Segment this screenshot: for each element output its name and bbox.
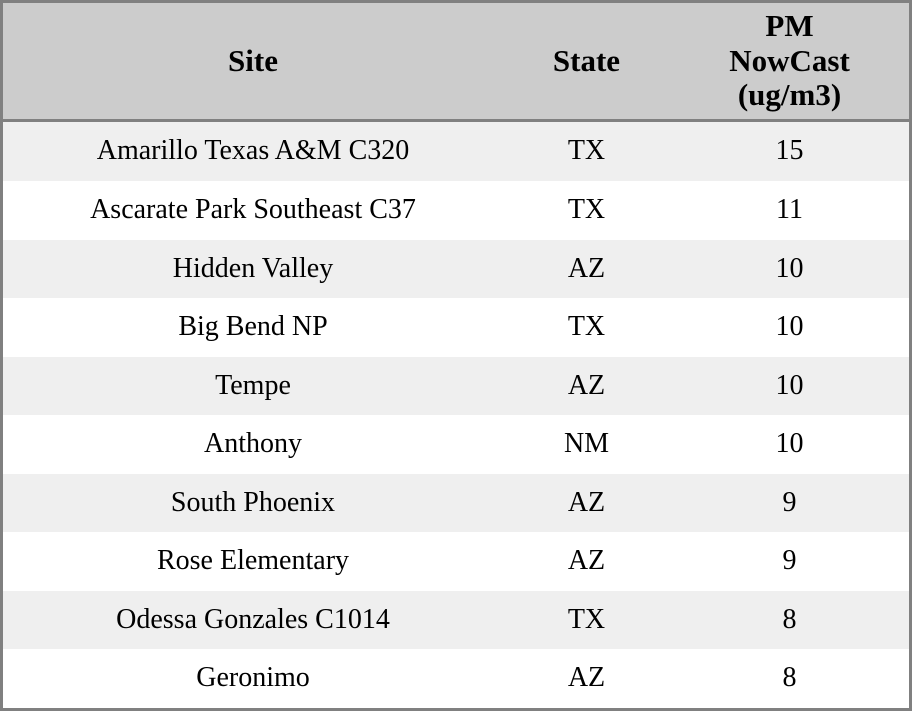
table-row — [3, 415, 909, 474]
cell-state: TX — [503, 181, 670, 240]
cell-pm-nowcast: 8 — [670, 649, 909, 708]
cell-site: Odessa Gonzales C1014 — [3, 591, 503, 650]
column-header-state-label: State — [552, 42, 621, 78]
table-row — [3, 298, 909, 357]
table-row — [3, 532, 909, 591]
table-row — [3, 591, 909, 650]
cell-site: South Phoenix — [3, 474, 503, 533]
column-header-pm-line-1: PM — [765, 8, 814, 43]
cell-site: Anthony — [3, 415, 503, 474]
cell-state: AZ — [503, 357, 670, 416]
cell-pm-nowcast: 11 — [670, 181, 909, 240]
column-header-pm-nowcast — [670, 3, 909, 121]
cell-pm-nowcast: 10 — [670, 240, 909, 299]
cell-pm-nowcast: 8 — [670, 591, 909, 650]
cell-site: Geronimo — [3, 649, 503, 708]
table-header-row — [3, 3, 909, 121]
table-row — [3, 121, 909, 182]
column-header-state — [503, 3, 670, 121]
cell-pm-nowcast: 10 — [670, 298, 909, 357]
table-body — [3, 121, 909, 708]
column-header-pm-line-3: (ug/m3) — [737, 77, 842, 113]
cell-state: AZ — [503, 532, 670, 591]
cell-pm-nowcast: 9 — [670, 474, 909, 533]
cell-site: Ascarate Park Southeast C37 — [3, 181, 503, 240]
table-row — [3, 649, 909, 708]
column-header-pm-line-2: NowCast — [729, 42, 850, 78]
cell-site: Amarillo Texas A&M C320 — [3, 121, 503, 182]
table-row — [3, 240, 909, 299]
column-header-site-label: Site — [228, 42, 278, 78]
cell-state: TX — [503, 591, 670, 650]
table-header — [3, 3, 909, 121]
cell-state: AZ — [503, 474, 670, 533]
cell-site: Rose Elementary — [3, 532, 503, 591]
cell-pm-nowcast: 10 — [670, 357, 909, 416]
column-header-site — [3, 3, 503, 121]
cell-pm-nowcast: 15 — [670, 121, 909, 182]
cell-state: TX — [503, 298, 670, 357]
cell-state: TX — [503, 121, 670, 182]
cell-state: AZ — [503, 649, 670, 708]
cell-pm-nowcast: 10 — [670, 415, 909, 474]
table-row — [3, 181, 909, 240]
table-row — [3, 357, 909, 416]
air-quality-table — [3, 3, 909, 708]
cell-site: Tempe — [3, 357, 503, 416]
cell-site: Hidden Valley — [3, 240, 503, 299]
cell-state: AZ — [503, 240, 670, 299]
cell-state: NM — [503, 415, 670, 474]
cell-pm-nowcast: 9 — [670, 532, 909, 591]
table-row — [3, 474, 909, 533]
cell-site: Big Bend NP — [3, 298, 503, 357]
